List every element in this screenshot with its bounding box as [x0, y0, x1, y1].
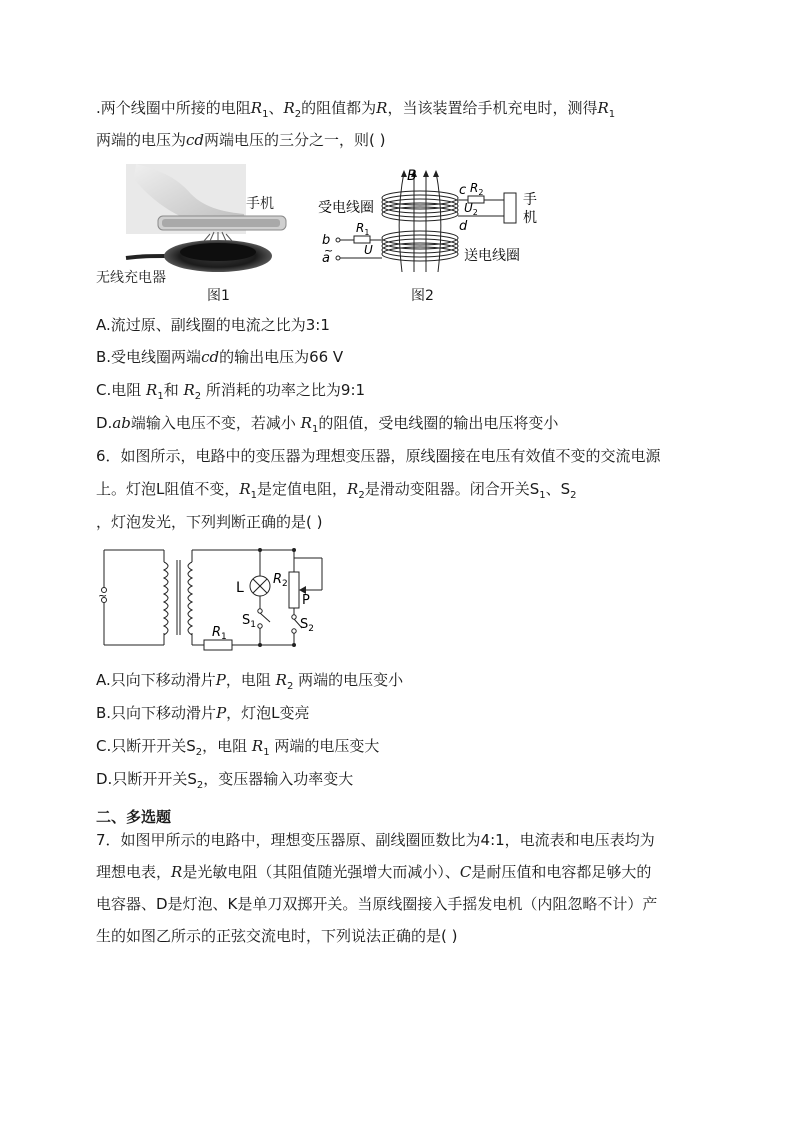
- option-text: C.电阻: [96, 381, 147, 399]
- q6-option-c[interactable]: [96, 736, 379, 763]
- fig2-caption: 图2: [411, 288, 434, 304]
- var-ab: ab: [112, 414, 131, 432]
- var-cd: cd: [201, 348, 220, 366]
- var-r: R: [283, 99, 295, 117]
- var-r: R: [183, 381, 195, 399]
- ac-source-tilde: ~: [324, 244, 334, 257]
- q6-option-a[interactable]: [96, 670, 403, 697]
- node-c: c: [459, 183, 467, 198]
- option-text: ，电阻: [225, 671, 276, 689]
- option-text: 的阻值，受电线圈的输出电压将变小: [318, 414, 559, 432]
- s1-label: $S_1$: [242, 613, 256, 630]
- r1-label: $R_1$: [212, 625, 227, 642]
- var-p: P: [216, 704, 227, 722]
- charger-label: 无线充电器: [96, 270, 166, 286]
- stem-text: 是滑动变阻器。闭合开关S: [364, 480, 540, 498]
- option-text: B.只向下移动滑片: [96, 704, 217, 722]
- q7-stem-line1: 7．如图甲所示的电路中，理想变压器原、副线圈匝数比为4:1，电流表和电压表均为: [96, 831, 655, 849]
- q6-option-b[interactable]: [96, 703, 310, 723]
- subscript: 2: [570, 490, 577, 501]
- option-text: 的输出电压为66 V: [219, 348, 344, 366]
- option-text: D.只断开开关S: [96, 770, 197, 788]
- pad-top-shape: [180, 243, 256, 261]
- var-r: R: [300, 414, 312, 432]
- phone-label: 手机: [246, 196, 274, 212]
- option-text: A.只向下移动滑片: [96, 671, 216, 689]
- q6-stem-line3: ，灯泡发光，下列判断正确的是( ): [96, 513, 323, 531]
- transformer-core: [177, 560, 180, 635]
- var-r: R: [146, 381, 158, 399]
- fig2-coil-diagram: [318, 168, 548, 278]
- q5-stem-line2: [96, 130, 386, 150]
- option-text: ，变压器输入功率变大: [203, 770, 354, 788]
- stem-text: 是耐压值和电容都足够大的: [471, 863, 652, 881]
- slider-p-label: P: [302, 593, 310, 608]
- stem-text: 两端电压的三分之一，则( ): [204, 131, 386, 149]
- q6-option-d[interactable]: [96, 769, 353, 796]
- var-r: R: [171, 863, 183, 881]
- resistor-r1-shape: [204, 640, 232, 650]
- option-text: 端输入电压不变，若减小: [130, 414, 301, 432]
- stem-text: 的阻值都为: [301, 99, 377, 117]
- subscript: 2: [194, 391, 202, 402]
- q7-stem-line4: 生的如图乙所示的正弦交流电时，下列说法正确的是( ): [96, 927, 458, 945]
- rheostat-r2-shape: [289, 572, 299, 608]
- q6-stem-line1: 6．如图所示，电路中的变压器为理想变压器，原线圈接在电压有效值不变的交流电源: [96, 447, 661, 465]
- subscript: 1: [608, 109, 616, 120]
- stem-text: .两个线圈中所接的电阻: [96, 99, 251, 117]
- subscript: 2: [196, 780, 204, 791]
- stem-text: 是定值电阻，: [257, 480, 348, 498]
- node-b: b: [322, 233, 331, 248]
- subscript: 1: [262, 109, 269, 120]
- secondary-coil-shape: [188, 562, 192, 635]
- q6-stem-line2: [96, 479, 577, 506]
- stem-text: 上。灯泡L阻值不变，: [96, 480, 240, 498]
- stem-text: 是光敏电阻（其阻值随光强增大而减小）、: [182, 863, 460, 881]
- q5-stem-line1: [96, 98, 615, 125]
- option-text: 和: [163, 381, 184, 399]
- node-a: a: [322, 251, 330, 266]
- subscript: 1: [311, 424, 319, 435]
- phone-screen-shape: [162, 219, 280, 227]
- primary-coil-shape: [164, 562, 168, 635]
- option-text: ，灯泡L变亮: [226, 704, 310, 722]
- subscript: 1: [539, 490, 546, 501]
- option-text: ，电阻: [202, 737, 252, 755]
- option-text: 两端的电压变大: [269, 737, 380, 755]
- q5-option-a[interactable]: [96, 315, 330, 335]
- q5-option-d[interactable]: [96, 413, 558, 440]
- q5-option-c[interactable]: [96, 380, 365, 407]
- phone-vertical-label-1: 手: [523, 192, 537, 208]
- node-d: d: [459, 219, 468, 234]
- switch-contacts: [102, 588, 297, 634]
- var-r: R: [250, 99, 263, 117]
- receive-coil-label: 受电线圈: [318, 200, 374, 216]
- option-text: C.只断开开关S: [96, 737, 196, 755]
- var-p: P: [215, 671, 226, 689]
- var-r: R: [251, 737, 264, 755]
- lamp-label: L: [236, 580, 244, 596]
- var-c: C: [459, 863, 472, 881]
- fig1-caption: 图1: [207, 288, 230, 304]
- cable-shape: [126, 256, 166, 258]
- r1-label: $R_1$: [356, 221, 370, 237]
- stem-text: 理想电表，: [96, 863, 172, 881]
- subscript: 2: [358, 490, 365, 501]
- r2-label: $R_2$: [273, 572, 288, 589]
- option-text: 两端的电压变小: [293, 671, 404, 689]
- option-text: A.流过原、副线圈的电流之比为3:1: [96, 316, 330, 334]
- receive-coil-shape: [382, 191, 458, 221]
- send-coil-label: 送电线圈: [464, 248, 520, 264]
- subscript: 2: [294, 109, 302, 120]
- u-label: U: [364, 243, 373, 257]
- s2-label: $S_2$: [300, 617, 314, 634]
- q6-transformer-circuit: [96, 540, 336, 655]
- q5-option-b[interactable]: [96, 347, 343, 367]
- option-text: D.: [96, 414, 113, 432]
- q7-stem-line2: [96, 862, 651, 882]
- b-field-label: B: [407, 168, 417, 184]
- stem-text: ，当该装置给手机充电时，测得: [387, 99, 598, 117]
- option-text: B.受电线圈两端: [96, 348, 202, 366]
- var-r: R: [347, 480, 359, 498]
- subscript: 1: [157, 391, 164, 402]
- var-r: R: [239, 480, 251, 498]
- fig1-wireless-charger-photo: [96, 164, 296, 288]
- ac-source-tilde: ~: [98, 589, 108, 602]
- subscript: 1: [263, 747, 270, 758]
- phone-vertical-label-2: 机: [523, 210, 537, 226]
- send-circuit-wires: [336, 236, 382, 260]
- stem-text: 两端的电压为: [96, 131, 187, 149]
- section-heading: 二、多选题: [96, 808, 172, 826]
- var-cd: cd: [186, 131, 205, 149]
- q7-stem-line3: 电容器、D是灯泡、K是单刀双掷开关。当原线圈接入手摇发电机（内阻忽略不计）产: [96, 895, 658, 913]
- send-coil-shape: [382, 231, 458, 261]
- subscript: 2: [286, 681, 294, 692]
- u2-label: $U_2$: [464, 201, 478, 217]
- stem-text: 、: [268, 99, 284, 117]
- option-text: 所消耗的功率之比为9:1: [201, 381, 366, 399]
- stem-text: 、S: [545, 480, 571, 498]
- subscript: 1: [250, 490, 258, 501]
- subscript: 2: [195, 747, 203, 758]
- var-r: R: [376, 99, 388, 117]
- r2-label: $R_2$: [470, 181, 484, 197]
- var-r: R: [597, 99, 609, 117]
- var-r: R: [275, 671, 287, 689]
